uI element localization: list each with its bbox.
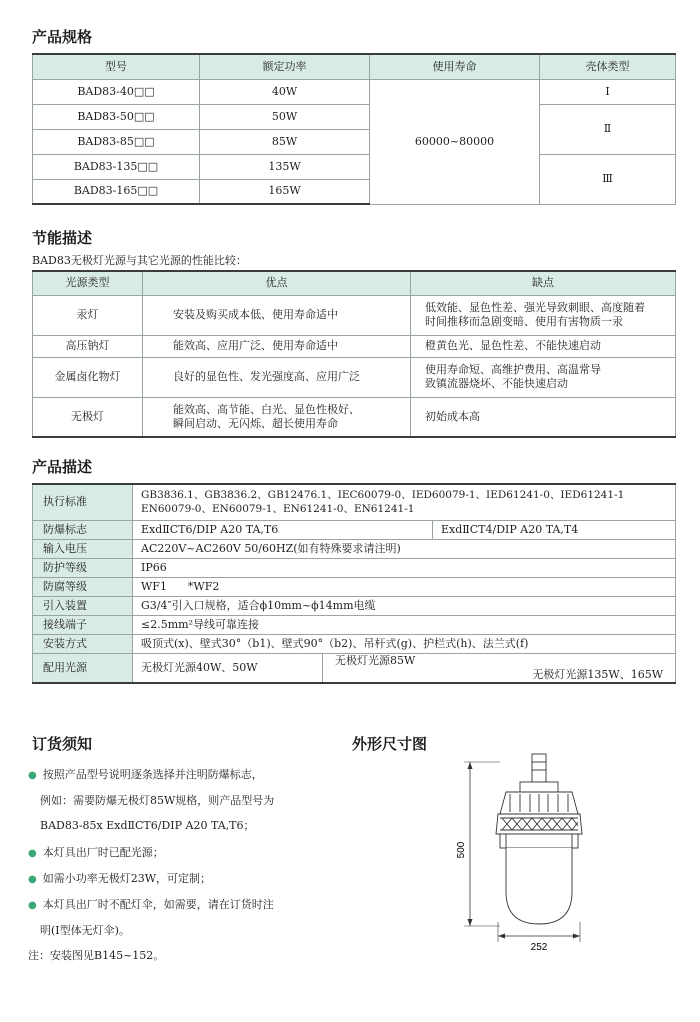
- spec-header-life: 使用寿命: [370, 54, 540, 79]
- energy-intro: BAD83无极灯光源与其它光源的性能比较：: [32, 254, 247, 267]
- spec-shell: Ⅰ: [540, 79, 676, 104]
- spec-table: [32, 53, 676, 205]
- spec-shell: Ⅲ: [540, 154, 676, 204]
- light-value-1: 无极灯光源40W、50W: [133, 653, 323, 683]
- bullet-icon: ●: [28, 770, 37, 781]
- energy-type: 金属卤化物灯: [33, 357, 143, 397]
- dimension-title: 外形尺寸图: [352, 735, 428, 753]
- light-label: 配用光源: [33, 653, 133, 683]
- spec-model: BAD83-40□□: [33, 79, 200, 104]
- spec-power: 85W: [200, 129, 370, 154]
- lamp-dimension-drawing: [440, 752, 600, 957]
- energy-pros: 安装及购买成本低、使用寿命适中: [143, 295, 411, 335]
- entry-value: G3/4″引入口规格，适合ϕ10mm~ϕ14mm电缆: [133, 596, 676, 615]
- voltage-value: AC220V~AC260V 50/60HZ(如有特殊要求请注明): [133, 539, 676, 558]
- product-table: [32, 483, 676, 684]
- corrosion-value: WF1 *WF2: [133, 577, 676, 596]
- ordering-line: ● 按照产品型号说明逐条选择并注明防爆标志，: [28, 768, 263, 781]
- ordering-line: 明(Ⅰ型体无灯伞)。: [40, 924, 130, 937]
- light-value-2: 无极灯光源85W: [335, 653, 416, 667]
- spec-model: BAD83-165□□: [33, 179, 200, 204]
- spec-header-model: 型号: [33, 54, 200, 79]
- explosion-value-2: ExdⅡCT4/DIP A20 TA,T4: [433, 520, 676, 539]
- energy-pros: 能效高、高节能、白光、显色性极好、 瞬间启动、无闪烁、超长使用寿命: [143, 397, 411, 437]
- entry-label: 引入装置: [33, 596, 133, 615]
- bullet-icon: ●: [28, 874, 37, 885]
- mount-value: 吸顶式(x)、壁式30°（b1)、壁式90°（b2)、吊杆式(g)、护栏式(h)、法兰式(f): [133, 634, 676, 653]
- ordering-line: 例如：需要防爆无极灯85W规格，则产品型号为: [40, 794, 275, 807]
- terminal-value: ≤2.5mm²导线可靠连接: [133, 615, 676, 634]
- spec-power: 50W: [200, 104, 370, 129]
- energy-type: 无极灯: [33, 397, 143, 437]
- energy-table: [32, 270, 676, 438]
- energy-cons: 使用寿命短、高维护费用、高温常导 致镇流器烧坏、不能快速启动: [411, 357, 676, 397]
- explosion-label: 防爆标志: [33, 520, 133, 539]
- ip-value: IP66: [133, 558, 676, 577]
- energy-cons: 低效能、显色性差、强光导致刺眼、高度随着 时间推移而急剧变暗、使用有害物质一汞: [411, 295, 676, 335]
- product-title: 产品描述: [32, 458, 93, 476]
- standard-value: GB3836.1、GB3836.2、GB12476.1、IEC60079-0、IED60079-1、IED61241-0、IED61241-1 EN60079-0、EN60079-1、EN61241-0、EN61241-1: [133, 484, 676, 520]
- spec-shell: Ⅱ: [540, 104, 676, 154]
- width-dimension: 252: [530, 942, 548, 953]
- spec-power: 135W: [200, 154, 370, 179]
- ordering-line: BAD83-85x ExdⅡCT6/DIP A20 TA,T6；: [40, 819, 255, 832]
- spec-model: BAD83-85□□: [33, 129, 200, 154]
- voltage-label: 输入电压: [33, 539, 133, 558]
- ordering-line: ● 本灯具出厂时已配光源；: [28, 846, 164, 859]
- spec-life: 60000~80000: [370, 79, 540, 204]
- spec-model: BAD83-50□□: [33, 104, 200, 129]
- energy-pros: 良好的显色性、发光强度高、应用广泛: [143, 357, 411, 397]
- ip-label: 防护等级: [33, 558, 133, 577]
- corrosion-label: 防腐等级: [33, 577, 133, 596]
- bullet-icon: ●: [28, 848, 37, 859]
- spec-title: 产品规格: [32, 28, 93, 46]
- spec-header-power: 额定功率: [200, 54, 370, 79]
- spec-power: 40W: [200, 79, 370, 104]
- terminal-label: 接线端子: [33, 615, 133, 634]
- height-dimension: 500: [456, 841, 467, 859]
- spec-power: 165W: [200, 179, 370, 204]
- spec-header-shell: 壳体类型: [540, 54, 676, 79]
- light-value-3: 无极灯光源135W、165W: [532, 667, 664, 681]
- bullet-icon: ●: [28, 900, 37, 911]
- energy-pros: 能效高、应用广泛、使用寿命适中: [143, 335, 411, 357]
- lamp-icon: [496, 754, 582, 924]
- light-values-right: [323, 653, 676, 683]
- ordering-line: ● 如需小功率无极灯23W，可定制；: [28, 872, 212, 885]
- energy-title: 节能描述: [32, 229, 93, 247]
- ordering-title: 订货须知: [32, 735, 93, 753]
- energy-cons: 初始成本高: [411, 397, 676, 437]
- energy-header-type: 光源类型: [33, 271, 143, 295]
- standard-label: 执行标准: [33, 484, 133, 520]
- explosion-value-1: ExdⅡCT6/DIP A20 TA,T6: [133, 520, 433, 539]
- energy-type: 高压钠灯: [33, 335, 143, 357]
- ordering-note: 注：安装图见B145~152。: [28, 949, 165, 962]
- ordering-line: ● 本灯具出厂时不配灯伞，如需要，请在订货时注: [28, 898, 274, 911]
- mount-label: 安装方式: [33, 634, 133, 653]
- energy-header-pros: 优点: [143, 271, 411, 295]
- energy-header-cons: 缺点: [411, 271, 676, 295]
- spec-model: BAD83-135□□: [33, 154, 200, 179]
- energy-cons: 橙黄色光、显色性差、不能快速启动: [411, 335, 676, 357]
- energy-type: 汞灯: [33, 295, 143, 335]
